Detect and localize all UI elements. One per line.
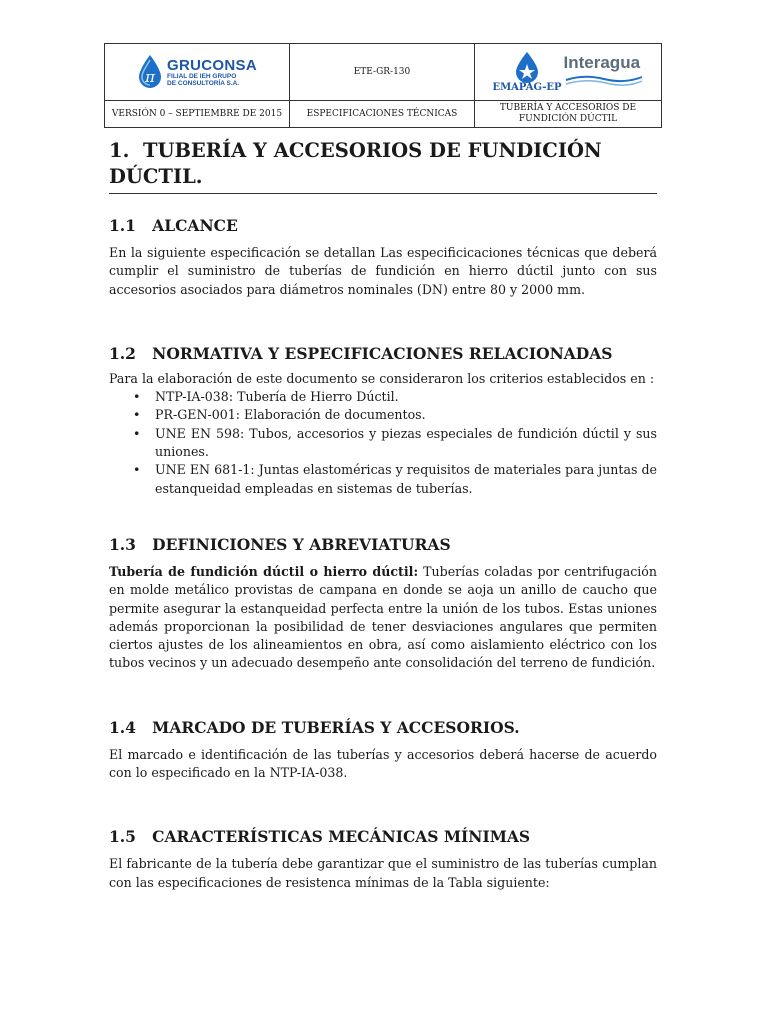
main-title-number: 1. bbox=[109, 139, 130, 162]
interagua-logo bbox=[475, 51, 661, 93]
document-type: ESPECIFICACIONES TÉCNICAS bbox=[290, 101, 475, 128]
marcado-paragraph: El marcado e identificación de las tuberías y accesorios deberá hacerse de acuerdo con lo especificado en la NTP-IA-038. bbox=[109, 746, 657, 781]
main-title bbox=[109, 138, 657, 194]
list-item: • PR-GEN-001: Elaboración de documentos. bbox=[155, 406, 657, 424]
gruconsa-sub1: FILIAL DE IEH GRUPO bbox=[167, 72, 237, 80]
definition-text: Tuberías coladas por centrifugación en molde metálico provistas de campana en donde se aoja un anillo de caucho que permite asegurar la estanqueidad perfecta entre la unión de los tubos. Estas uniones además proporcionan la posibilidad de tener desviaciones angulares que permiten ciertos ajustes de los alineamientos en obra, así como aislamiento eléctrico con los tubos vecinos y un adecuado desempeño ante consolidación del terreno de fundición. bbox=[109, 563, 657, 671]
section-heading-definiciones: 1.3 DEFINICIONES Y ABREVIATURAS bbox=[109, 534, 451, 554]
document-body bbox=[109, 138, 657, 892]
document-header bbox=[104, 43, 662, 128]
normativa-intro: Para la elaboración de este documento se consideraron los criterios establecidos en : bbox=[109, 370, 655, 386]
alcance-paragraph: En la siguiente especificación se detallan Las especificicaciones técnicas que deberá cumplir el suministro de tuberías de fundición en hierro dúctil junto con sus accesorios asociados para diámetros nominales (DN) entre 80 y 2000 mm. bbox=[109, 245, 657, 297]
gruconsa-logo bbox=[105, 54, 289, 90]
normativa-list bbox=[109, 388, 657, 498]
section-heading-alcance: 1.1 ALCANCE bbox=[109, 216, 238, 235]
water-drop-star-icon bbox=[512, 51, 542, 83]
list-item: • UNE EN 681-1: Juntas elastoméricas y requisitos de materiales para juntas de estanqueidad empleadas en sistemas de tuberías. bbox=[155, 461, 657, 498]
list-item: • NTP-IA-038: Tubería de Hierro Dúctil. bbox=[155, 388, 657, 406]
document-subject: TUBERÍA Y ACCESORIOS DE FUNDICIÓN DÚCTIL bbox=[475, 101, 662, 128]
caracteristicas-paragraph: El fabricante de la tubería debe garantizar que el suministro de las tuberías cumplan con las especificaciones de resistenca mínimas de la Tabla siguiente: bbox=[109, 856, 657, 890]
water-drop-pi-icon bbox=[137, 54, 163, 90]
document-code: ETE-GR-130 bbox=[290, 44, 475, 101]
section-heading-normativa: 1.2 NORMATIVA Y ESPECIFICACIONES RELACIONADAS bbox=[109, 343, 613, 363]
interagua-logo-cell bbox=[475, 44, 662, 101]
emapag-name: EMAPAG-EP bbox=[492, 82, 562, 93]
gruconsa-name: GRUCONSA bbox=[167, 56, 257, 74]
svg-text:π: π bbox=[145, 68, 155, 86]
document-version: VERSIÓN 0 – SEPTIEMBRE DE 2015 bbox=[105, 101, 290, 128]
wave-lines-icon bbox=[564, 72, 644, 86]
list-item: • UNE EN 598: Tubos, accesorios y piezas especiales de fundición dúctil y sus uniones. bbox=[155, 425, 657, 462]
section-heading-caracteristicas: 1.5 CARACTERÍSTICAS MECÁNICAS MÍNIMAS bbox=[109, 827, 531, 847]
main-title-text: TUBERÍA Y ACCESORIOS DE FUNDICIÓN DÚCTIL. bbox=[109, 139, 602, 188]
definiciones-paragraph bbox=[109, 563, 657, 673]
gruconsa-logo-cell bbox=[105, 44, 290, 101]
section-heading-marcado: 1.4 MARCADO DE TUBERÍAS Y ACCESORIOS. bbox=[109, 717, 520, 737]
definition-term: Tubería de fundición dúctil o hierro dúctil: bbox=[109, 563, 419, 579]
gruconsa-sub2: DE CONSULTORÍA S.A. bbox=[167, 79, 240, 87]
interagua-name: Interagua bbox=[563, 52, 641, 72]
